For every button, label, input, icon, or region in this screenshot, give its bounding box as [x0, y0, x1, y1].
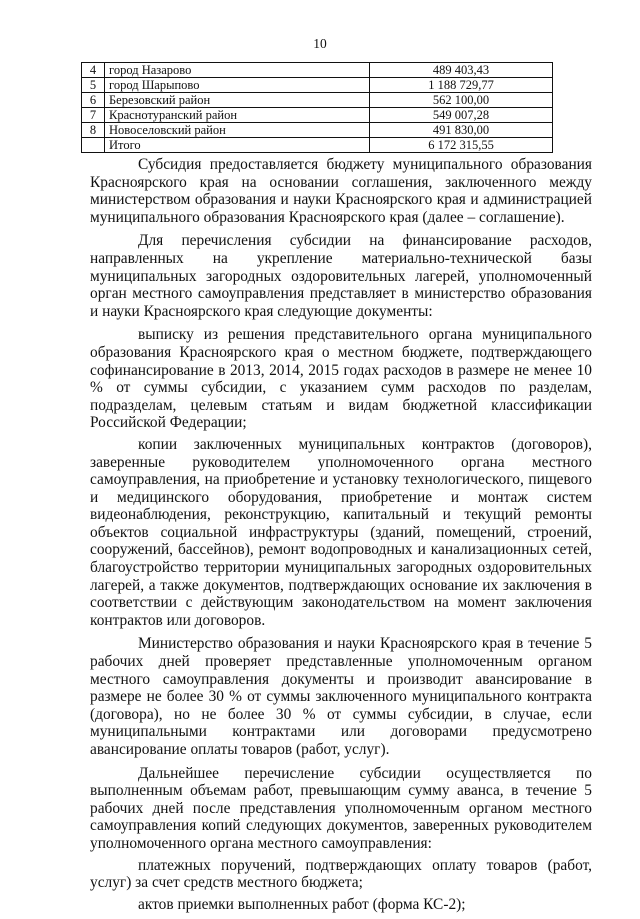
subsidy-amount: 491 830,00: [370, 123, 553, 138]
subsidy-table: [81, 62, 553, 153]
subsidy-amount: 1 188 729,77: [370, 78, 553, 93]
row-number: [82, 138, 105, 153]
table-total-row: [82, 138, 553, 153]
page-number: 10: [313, 36, 327, 51]
table-row: [82, 63, 553, 78]
table-row: [82, 123, 553, 138]
municipality-name: город Назарово: [105, 63, 370, 78]
row-number: 7: [82, 108, 105, 123]
paragraph-payment-orders: платежных поручений, подтверждающих оплату товаров (работ, услуг) за счет средств местного бюджета;: [90, 856, 592, 892]
paragraph-budget-extract: выписку из решения представительного органа муниципального образования Красноярского края о местном бюджете, подтверждающего софинансирование в 2013, 2014, 2015 годах расходов в размере не менее 10 % от суммы субсидии, с указанием сумм расходов по разделам, подразделам, целевым статьям и видам бюджетной классификации Российской Федерации;: [90, 326, 592, 432]
total-amount: 6 172 315,55: [370, 138, 553, 153]
paragraph-documents-intro: Для перечисления субсидии на финансирование расходов, направленных на укрепление материально-технической базы муниципальных загородных оздоровительных лагерей, уполномоченный орган местного самоуправления представляет в министерство образования и науки Красноярского края следующие документы:: [90, 232, 592, 320]
municipality-name: Краснотуранский район: [105, 108, 370, 123]
municipality-name: Березовский район: [105, 93, 370, 108]
subsidy-table-body: [82, 63, 553, 153]
table-row: [82, 93, 553, 108]
paragraph-advance-payment: Министерство образования и науки Красноярского края в течение 5 рабочих дней проверяет представленные уполномоченным органом местного самоуправления документы и производит авансирование в размере не более 30 % от суммы заключенного муниципального контракта (договора), но не более 30 % от суммы субсидии, в случае, если муниципальными контрактами или договорами предусмотрено авансирование оплаты товаров (работ, услуг).: [90, 635, 592, 758]
paragraph-subsidy-basis: Субсидия предоставляется бюджету муниципального образования Красноярского края на основании соглашения, заключенного между министерством образования и науки Красноярского края и администрацией муниципального образования Красноярского края (далее – соглашение).: [90, 156, 592, 226]
subsidy-amount: 562 100,00: [370, 93, 553, 108]
document-body: [90, 156, 592, 919]
municipality-name: Новоселовский район: [105, 123, 370, 138]
total-label: Итого: [105, 138, 370, 153]
row-number: 4: [82, 63, 105, 78]
municipality-name: город Шарыпово: [105, 78, 370, 93]
paragraph-contract-copies: копии заключенных муниципальных контрактов (договоров), заверенные руководителем уполномоченного органа местного самоуправления, на приобретение и установку технологического, пищевого и медицинского оборудования, приобретение и монтаж систем видеонаблюдения, реконструкцию, капитальный и текущий ремонты объектов социальной инфраструктуры (зданий, помещений, строений, сооружений, бассейнов), ремонт водопроводных и канализационных сетей, благоустройство территории муниципальных загородных оздоровительных лагерей, а также документов, подтверждающих основание их заключения в соответствии с действующим законодательством на момент заключения контрактов или договоров.: [90, 435, 592, 629]
row-number: 5: [82, 78, 105, 93]
table-row: [82, 108, 553, 123]
paragraph-acceptance-acts: актов приемки выполненных работ (форма КС-2);: [138, 895, 466, 913]
subsidy-amount: 549 007,28: [370, 108, 553, 123]
table-row: [82, 78, 553, 93]
subsidy-amount: 489 403,43: [370, 63, 553, 78]
row-number: 8: [82, 123, 105, 138]
row-number: 6: [82, 93, 105, 108]
paragraph-further-transfer: Дальнейшее перечисление субсидии осуществляется по выполненным объемам работ, превышающим сумму аванса, в течение 5 рабочих дней после представления уполномоченным органом местного самоуправления копий следующих документов, заверенных руководителем уполномоченного органа местного самоуправления:: [90, 764, 592, 852]
